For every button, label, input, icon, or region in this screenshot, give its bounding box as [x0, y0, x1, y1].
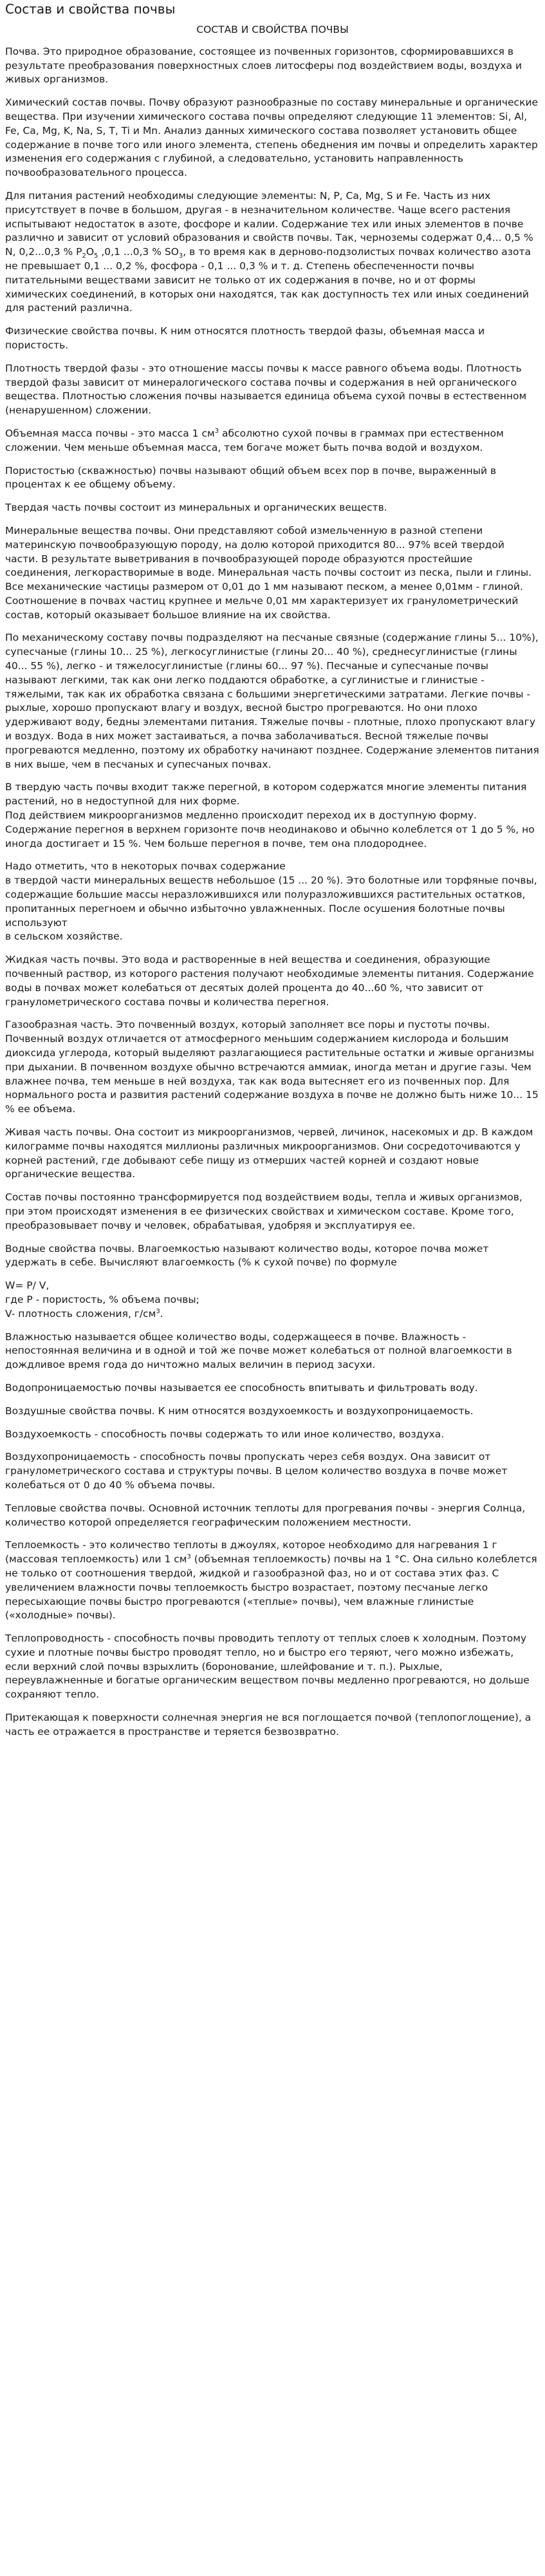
paragraph: Тепловые свойства почвы. Основной источник теплоты для прогревания почвы - энергия Солнца, количество которой определяется географическим положением местности.	[5, 1502, 526, 1528]
paragraph: Водопроницаемостью почвы называется ее способность впитывать и фильтровать воду.	[5, 1381, 478, 1394]
paragraph: Плотность твердой фазы - это отношение массы почвы к массе равного объема воды. Плотность твердой фазы зависит от минералогического состава почвы и содержания в ней органического вещества. Плотностью сложения почвы называется единица объема сухой почвы в естественном (ненарушенном) сложении.	[5, 362, 527, 417]
paragraph: Надо отметить, что в некоторых почвах содержание в твердой части минеральных веществ небольшое (15 ... 20 %). Это болотные или торфяные почвы, содержащие большие массы неразложившихся или полуразложившихся растительных остатков, пропитанных перегноем и обычно избыточно увлажненных. После осушения болотные почвы используют в сельском хозяйстве.	[5, 860, 537, 943]
paragraph: V- плотность сложения, $г/см^3$.	[5, 1307, 163, 1320]
paragraph: Водные свойства почвы. Влагоемкостью называют количество воды, которое почва может удержать в себе. Вычисляют влагоемкость (% к сухой почве) по формуле	[5, 1242, 489, 1269]
paragraph: Состав почвы постоянно трансформируется под воздействием воды, тепла и живых организмов, при этом происходят изменения в ее физических свойствах и химическом составе. Кроме того, преобразовывает почву и человек, обрабатывая, удобряя и эксплуатируя ее.	[5, 1191, 522, 1231]
paragraph: Воздухоемкость - способность почвы содержать то или иное количество, воздуха.	[5, 1428, 445, 1440]
paragraph: Притекающая к поверхности солнечная энергия не вся поглощается почвой (теплопоглощение), а часть ее отражается в пространстве и теряется безвозвратно.	[5, 1712, 531, 1738]
paragraph: Газообразная часть. Это почвенный воздух, который заполняет все поры и пустоты почвы. Почвенный воздух отличается от атмосферного меньшим содержанием кислорода и большим диоксида углерода, который выделяют разлагающиеся растительные остатки и живые организмы при дыхании. В почвенном воздухе обычно встречаются аммиак, иногда метан и другие газы. Чем влажнее почва, тем меньше в ней воздуха, так как вода вытесняет его из почвенных пор. Для нормального роста и развития растений содержание воздуха в почве не должно быть ниже 10... 15 % ее объема.	[5, 1019, 539, 1115]
paragraph: Минеральные вещества почвы. Они представляют собой измельченную в разной степени материнскую почвообразующую породу, на долю которой приходится 80... 97% всей твердой части. В результате выветривания в почвообразующей породе образуются простейшие соединения, легкорастворимые в воде. Минеральная часть почвы состоит из песка, пыли и глины. Все механические частицы размером от 0,01 до 1 мм называют песком, а менее 0,01мм - глиной. Соотношение в почвах частиц крупнее и мельче 0,01 мм характеризует их гранулометрический состав, который оказывает большое влияние на их свойства.	[5, 524, 532, 621]
paragraph: Живая часть почвы. Она состоит из микроорганизмов, червей, личинок, насекомых и др. В каждом килограмме почвы находятся миллионы различных микроорганизмов. Они сосредоточиваются у корней растений, где добывают себе пищу из отмерших частей корней и создают новые органические вещества.	[5, 1126, 533, 1180]
paragraph: Объемная масса почвы - это масса 1 $см^3$ абсолютно сухой почвы в граммах при естественном сложении. Чем меньше объемная масса, тем богаче может быть почва водой и воздухом.	[5, 427, 504, 453]
paragraph: Теплоемкость - это количество теплоты в джоулях, которое необходимо для нагревания 1 г (массовая теплоемкость) или 1 $см^3$ (объемная теплоемкость) почвы на 1 °С. Она сильно колеблется не только от соотношения твердой, жидкой и газообразной фаз, но и от состава этих фаз. С увеличением влажности почвы теплоемкость быстро возрастает, поэтому песчаные легко пересыхающие почвы быстро прогреваются («теплые» почвы), чем влажные глинистые («холодные» почвы).	[5, 1539, 537, 1622]
paragraph: По механическому составу почвы подразделяют на песчаные связные (содержание глины 5... 10%), супесчаные (глины 10... 25 %), легкосуглинистые (глины 20... 40 %), среднесуглинистые (глины 40... 55 %), легко - и тяжелосуглинистые (глины 60... 97 %). Песчаные и супесчаные почвы называют легкими, так как они легко поддаются обработке, а суглинистые и глинистые - тяжелыми, так как их обработка связана с большими энергетическими затратами. Легкие почвы - рыхлые, хорошо пропускают влагу и воздух, весной быстро прогреваются. Но они плохо удерживают воду, бедны элементами питания. Тяжелые почвы - плотные, плохо пропускают влагу и воздух. Вода в них может застаиваться, а почва заболачиваться. Весной тяжелые почвы прогреваются медленно, поэтому их обработку начинают позднее. Содержание элементов питания в них выше, чем в песчаных и супесчаных почвах.	[5, 632, 539, 770]
paragraph: Воздухопроницаемость - способность почвы пропускать через себя воздух. Она зависит от гранулометрического состава и структуры почвы. В целом количество воздуха в почве может колебаться от 0 до 40 % объема почвы.	[5, 1451, 508, 1491]
paragraph: Пористостью (скважностью) почвы называют общий объем всех пор в почве, выраженный в процентах к ее общему объему.	[5, 464, 497, 491]
paragraph: Воздушные свойства почвы. К ним относятся воздухоемкость и воздухопроницаемость.	[5, 1405, 474, 1417]
paragraph: Теплопроводность - способность почвы проводить теплоту от теплых слоев к холодным. Поэтому сухие и плотные почвы быстро проводят тепло, но и быстро его теряют, чего можно избежать, если верхний слой почвы взрыхлить (боронование, шлейфование и т. п.). Рыхлые, переувлажненные и богатые органическим веществом почвы медленно прогреваются, но дольше сохраняют тепло.	[5, 1633, 530, 1701]
paragraph: Физические свойства почвы. К ним относятся плотность твердой фазы, объемная масса и пористость.	[5, 325, 485, 351]
page-title: Состав и свойства почвы	[5, 1, 176, 17]
paragraph: Для питания растений необходимы следующие элементы: N, P, Ca, Mg, S и Fe. Часть из них присутствует в почве в большом, другая - в незначительном количестве. Чаще всего растения испытывают недостаток в азоте, фосфоре и калии. Содержание тех или иных элементов в почве различно и зависит от условий образования и свойств почвы. Так, черноземы содержат 0,4... 0,5 % N, 0,2...0,3 % $P_2O_5$ ,0,1 ...0,3 % $SO_3$, в то время как в дерново-подзолистых почвах количество азота не превышает 0,1 ... 0,2 %, фосфора - 0,1 ... 0,3 % и т. д. Степень обеспеченности почвы питательными веществами зависит не только от их содержания в почве, но и от формы химических соединений, в которых они находятся, так как доступность тех или иных соединений для растений различна.	[5, 189, 533, 314]
paragraph: В твердую часть почвы входит также перегной, в котором содержатся многие элементы питания растений, но в недоступной для них форме. Под действием микроорганизмов медленно происходит переход их в доступную форму. Содержание перегноя в верхнем горизонте почв неодинаково и обычно колеблется от 1 до 5 %, но иногда достигает и 15 %. Чем больше перегноя в почве, тем она плодороднее.	[5, 781, 535, 849]
paragraph: Почва. Это природное образование, состоящее из почвенных горизонтов, сформировавшихся в результате преобразования поверхностных слоев литосферы под воздействием воды, воздуха и живых организмов.	[5, 45, 522, 86]
paragraph: Химический состав почвы. Почву образуют разнообразные по составу минеральные и органические вещества. При изучении химического состава почвы определяют следующие 11 элементов: Si, Al, Fe, Ca, Mg, K, Na, S, T, Ti и Mn. Анализ данных химического состава позволяет установить общее содержание в почве того или иного элемента, степень обеднения им почвы и определить характер изменения его содержания с глубиной, а следовательно, установить направленность почвообразовательного процесса.	[5, 97, 539, 179]
paragraph: Жидкая часть почвы. Это вода и растворенные в ней вещества и соединения, образующие почвенный раствор, из которого растения получают необходимые элементы питания. Содержание воды в почвах может колебаться от десятых долей процента до 40...60 %, что зависит от гранулометрического состава почвы и количества перегноя.	[5, 954, 534, 1008]
paragraph: Влажностью называется общее количество воды, содержащееся в почве. Влажность - непостоянная величина и в одной и той же почве может колебаться от полной влагоемкости в дождливое время года до ничтожно малых величин в период засухи.	[5, 1331, 512, 1371]
paragraph: Твердая часть почвы состоит из минеральных и органических веществ.	[5, 502, 387, 514]
paragraph: W= P/ V,	[5, 1280, 50, 1292]
paragraph: где Р - пористость, % объема почвы;	[5, 1293, 199, 1305]
document-subtitle: СОСТАВ И СВОЙСТВА ПОЧВЫ	[196, 24, 349, 35]
document-body	[5, 45, 540, 1739]
